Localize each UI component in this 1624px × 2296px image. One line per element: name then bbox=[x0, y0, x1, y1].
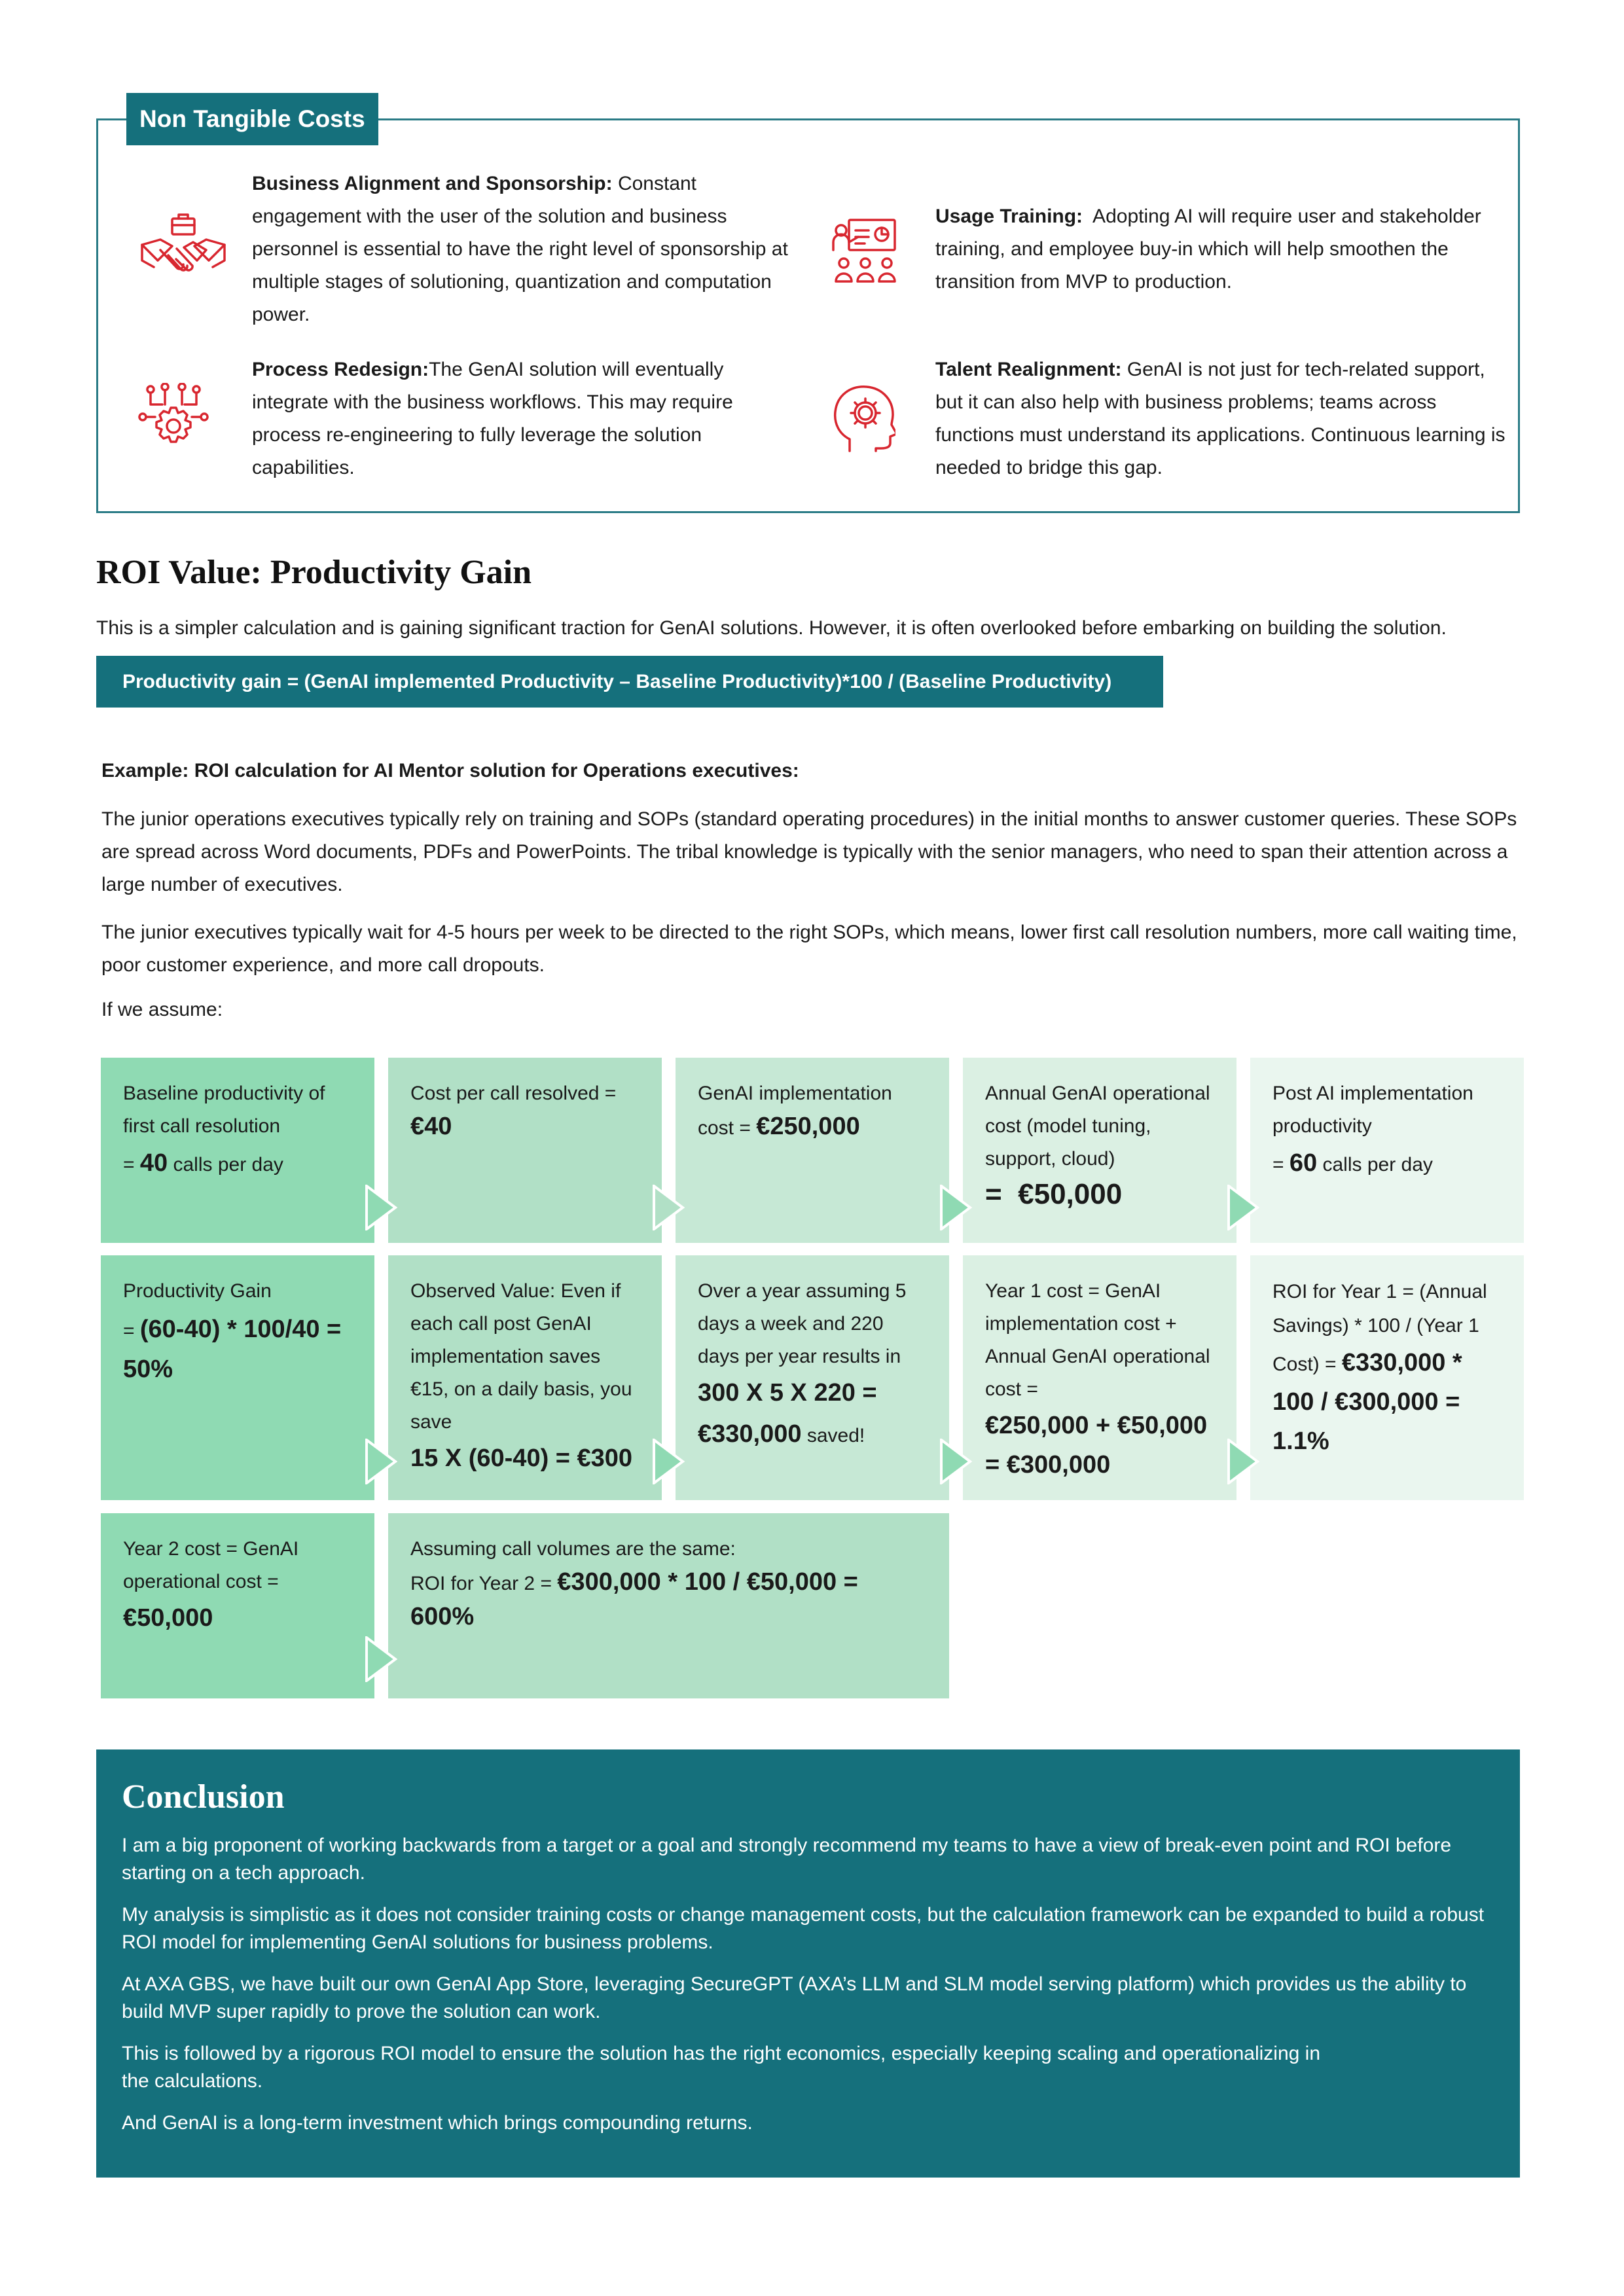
conclusion-box bbox=[96, 1749, 1520, 2178]
card-value: €250,000 + €50,000 = €300,000 bbox=[985, 1412, 1208, 1479]
card-text: Post AI implementation productivity bbox=[1272, 1083, 1473, 1137]
arrow-right-icon bbox=[1227, 1439, 1260, 1484]
nt-item-text: Constant engagement with the user of the solution and business personnel is essential to have the right level of sponsorship at multiple stages of solutioning, quantization and computation power. bbox=[252, 173, 788, 325]
card-genai-implementation-cost bbox=[676, 1058, 949, 1243]
card-text: Annual GenAI operational cost (model tuning, support, cloud) bbox=[985, 1083, 1210, 1170]
card-text: Cost per call resolved = bbox=[410, 1083, 617, 1104]
nt-item-title: Business Alignment and Sponsorship: bbox=[252, 173, 613, 194]
card-value: 40 bbox=[139, 1149, 168, 1177]
nt-item-text: Adopting AI will require user and stakeholder training, and employee buy-in which will help smoothen the transition from MVP to production. bbox=[935, 206, 1487, 293]
head-gear-icon bbox=[830, 383, 895, 455]
card-baseline-productivity bbox=[101, 1058, 374, 1243]
card-text: Year 2 cost = GenAI operational cost = bbox=[123, 1538, 299, 1592]
card-post-ai-productivity bbox=[1250, 1058, 1524, 1243]
arrow-right-icon bbox=[940, 1185, 973, 1230]
card-productivity-gain bbox=[101, 1255, 374, 1500]
conclusion-paragraph: I am a big proponent of working backwards from a target or a goal and strongly recommend my teams to have a view of break-even point and ROI before starting on a tech approach. bbox=[122, 1835, 1452, 1884]
arrow-right-icon bbox=[365, 1636, 398, 1682]
arrow-right-icon bbox=[653, 1439, 685, 1484]
card-value: €250,000 bbox=[756, 1113, 860, 1140]
conclusion-title: Conclusion bbox=[122, 1778, 285, 1816]
card-eq: = bbox=[1272, 1154, 1290, 1175]
conclusion-paragraph: And GenAI is a long-term investment which brings compounding returns. bbox=[122, 2112, 753, 2134]
gear-circuit-icon bbox=[137, 383, 209, 455]
card-text: Observed Value: Even if each call post GenAI implementation saves €15, on a daily basis, you save bbox=[410, 1280, 632, 1433]
card-value: €330,000 * 100 / €300,000 = 1.1% bbox=[1272, 1349, 1462, 1455]
card-value: €300,000 * 100 / €50,000 = 600% bbox=[410, 1568, 858, 1630]
card-text: Assuming call volumes are the same: bbox=[410, 1538, 736, 1560]
nt-item-title: Process Redesign: bbox=[252, 359, 429, 380]
nt-item-business-alignment bbox=[252, 168, 792, 331]
card-annual-savings bbox=[676, 1255, 949, 1500]
card-year1-cost bbox=[963, 1255, 1236, 1500]
card-value: 300 X 5 X 220 = €330,000 bbox=[698, 1379, 877, 1448]
training-presentation-icon bbox=[829, 216, 901, 288]
card-text: ROI for Year 2 = bbox=[410, 1573, 558, 1594]
nt-item-usage-training bbox=[935, 200, 1505, 298]
example-paragraph-2: The junior executives typically wait for 4-5 hours per week to be directed to the right SOPs, which means, lower first call resolution numbers, more call waiting time, poor customer experience, and more call dropouts. bbox=[101, 922, 1517, 976]
card-value: 15 X (60-40) = €300 bbox=[410, 1444, 633, 1472]
card-value: €50,000 bbox=[123, 1604, 213, 1632]
card-text: Year 1 cost = GenAI implementation cost + Annual GenAI operational cost = bbox=[985, 1280, 1210, 1400]
nt-item-talent-realignment bbox=[935, 353, 1511, 484]
card-text: Productivity Gain bbox=[123, 1280, 272, 1302]
example-paragraph-1: The junior operations executives typically rely on training and SOPs (standard operating procedures) in the initial months to answer customer queries. These SOPs are spread across Word documents, PDFs and PowerPoints. The tribal knowledge is typically with the senior managers, who need to span their attention across a large number of executives. bbox=[101, 808, 1517, 895]
arrow-right-icon bbox=[653, 1185, 685, 1230]
card-eq: = bbox=[123, 1154, 140, 1175]
conclusion-paragraph: This is followed by a rigorous ROI model to ensure the solution has the right economics, especially keeping scaling and operationalizing in the calculations. bbox=[122, 2043, 1321, 2092]
card-text: Baseline productivity of first call resolution bbox=[123, 1083, 325, 1137]
non-tangible-costs-heading: Non Tangible Costs bbox=[126, 93, 378, 145]
card-value: 60 bbox=[1289, 1149, 1318, 1177]
card-unit: calls per day bbox=[1317, 1154, 1433, 1175]
arrow-right-icon bbox=[1227, 1185, 1260, 1230]
arrow-right-icon bbox=[365, 1185, 398, 1230]
card-annual-operational-cost bbox=[963, 1058, 1236, 1243]
card-observed-value bbox=[388, 1255, 662, 1500]
nt-item-text: GenAI is not just for tech-related support, but it can also help with business problems; teams across functions must understand its applications. Continuous learning is needed to bridge this gap. bbox=[935, 359, 1506, 478]
productivity-formula-banner: Productivity gain = (GenAI implemented Productivity – Baseline Productivity)*100 / (Baseline Productivity) bbox=[96, 656, 1163, 708]
nt-item-process-redesign bbox=[252, 353, 776, 484]
arrow-right-icon bbox=[940, 1439, 973, 1484]
card-roi-year1 bbox=[1250, 1255, 1524, 1500]
card-eq: = bbox=[123, 1320, 140, 1342]
card-text: Over a year assuming 5 days a week and 220 days per year results in bbox=[698, 1280, 907, 1367]
card-cost-per-call bbox=[388, 1058, 662, 1243]
card-value: = €50,000 bbox=[985, 1178, 1123, 1210]
roi-section-title: ROI Value: Productivity Gain bbox=[96, 554, 532, 591]
card-text: GenAI implementation cost = bbox=[698, 1083, 892, 1139]
nt-item-title: Usage Training: bbox=[935, 206, 1083, 227]
card-value: €40 bbox=[410, 1113, 452, 1140]
card-unit: calls per day bbox=[168, 1154, 283, 1175]
conclusion-paragraph: My analysis is simplistic as it does not consider training costs or change management costs, but the calculation framework can be expanded to build a robust ROI model for implementing GenAI solutions for business problems. bbox=[122, 1904, 1485, 1953]
card-unit: saved! bbox=[801, 1425, 865, 1446]
assume-label: If we assume: bbox=[101, 999, 223, 1020]
conclusion-paragraph: At AXA GBS, we have built our own GenAI App Store, leveraging SecureGPT (AXA’s LLM and SLM model serving platform) which provides us the ability to build MVP super rapidly to prove the solution can work. bbox=[122, 1973, 1467, 2022]
card-year2-cost bbox=[101, 1513, 374, 1698]
nt-item-title: Talent Realignment: bbox=[935, 359, 1122, 380]
arrow-right-icon bbox=[365, 1439, 398, 1484]
example-title: Example: ROI calculation for AI Mentor solution for Operations executives: bbox=[101, 760, 799, 781]
handshake-briefcase-icon bbox=[134, 211, 232, 289]
card-roi-year2 bbox=[388, 1513, 949, 1698]
card-value: (60-40) * 100/40 = 50% bbox=[123, 1316, 342, 1383]
card-text: ROI for Year 1 = (Annual Savings) * 100 / (Year 1 Cost) = bbox=[1272, 1281, 1487, 1375]
roi-intro-text: This is a simpler calculation and is gaining significant traction for GenAI solutions. However, it is often overlooked before embarking on building the solution. bbox=[96, 617, 1447, 639]
nt-item-text: The GenAI solution will eventually integrate with the business workflows. This may require process re-engineering to fully leverage the solution capabilities. bbox=[252, 359, 733, 478]
